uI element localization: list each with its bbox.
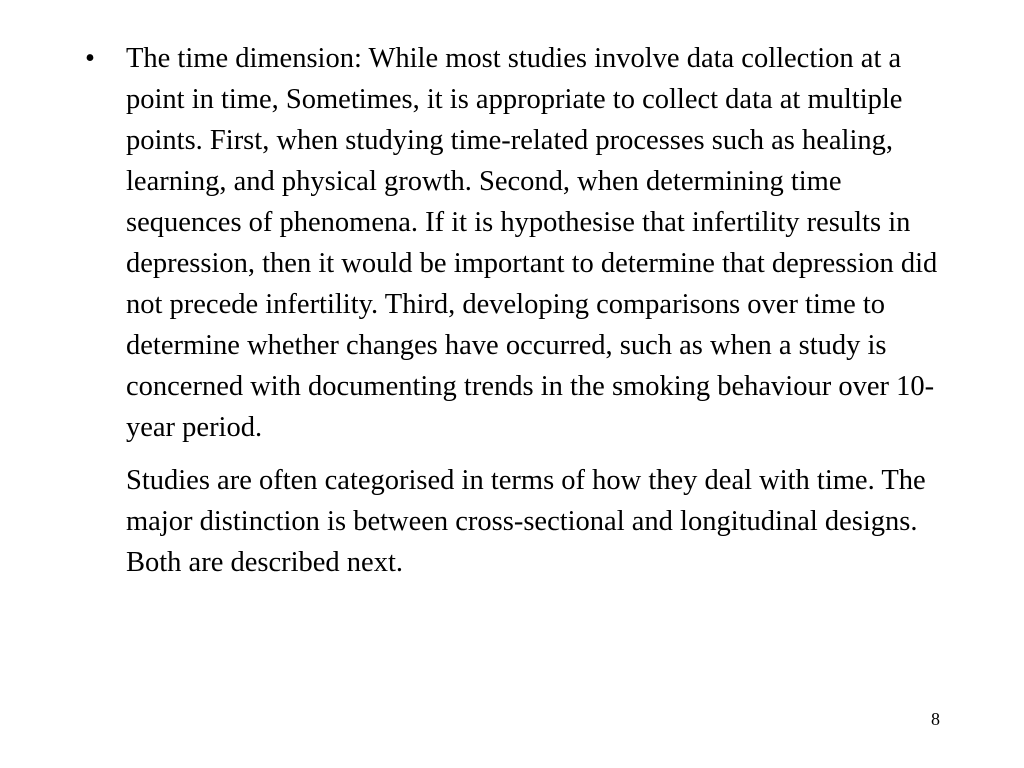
page-number: 8	[931, 709, 940, 729]
body-paragraph: Studies are often categorised in terms of how they deal with time. The major distinction is between cross-sectional and longitudinal designs. Both are described next.	[126, 465, 926, 578]
bullet-item	[85, 38, 945, 448]
bullet-text: The time dimension: While most studies involve data collection at a point in time, Sometimes, it is appropriate to collect data at multiple points. First, when studying time-related processes such as healing, learning, and physical growth. Second, when determining time sequences of phenomena. If it is hypothesise that infertility results in depression, then it would be important to determine that depression did not precede infertility. Third, developing comparisons over time to determine whether changes have occurred, such as when a study is concerned with documenting trends in the smoking behaviour over 10-year period.	[126, 43, 938, 443]
bullet-icon: •	[85, 43, 95, 74]
slide-content	[85, 38, 945, 583]
